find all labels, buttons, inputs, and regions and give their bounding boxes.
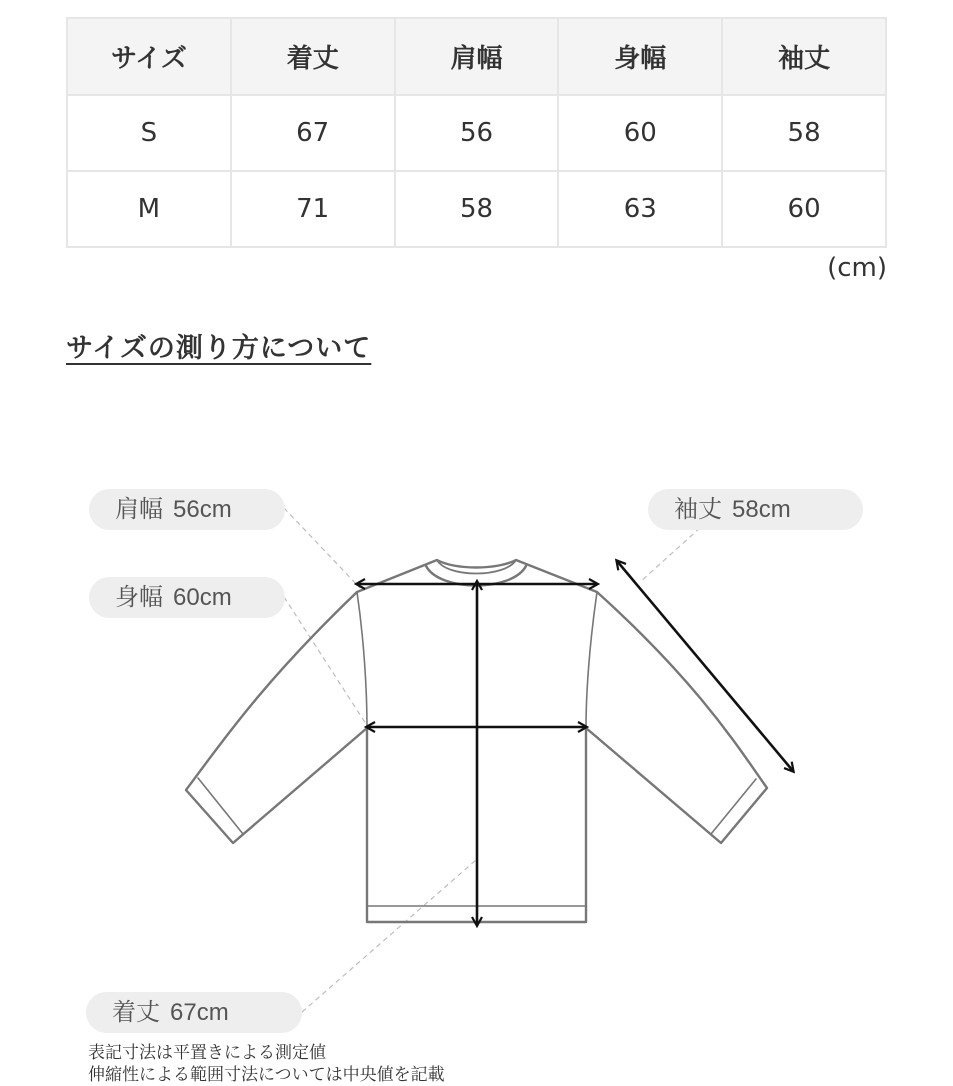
measurement-notes	[88, 1042, 445, 1086]
header-size: サイズ	[67, 18, 231, 95]
sleeve-arrow	[617, 561, 793, 771]
header-chest: 身幅	[558, 18, 722, 95]
table-row	[67, 95, 886, 171]
cell-sleeve: 58	[722, 95, 886, 171]
chest-leader	[284, 597, 368, 727]
table-header-row	[67, 18, 886, 95]
note-line: 伸縮性による範囲寸法については中央値を記載	[88, 1065, 445, 1085]
section-title: サイズの測り方について	[66, 333, 372, 364]
body-length-name: 着丈	[112, 999, 160, 1026]
length-leader	[302, 860, 476, 1012]
sleeve-length-value: 58cm	[732, 496, 791, 523]
chest-width-name: 身幅	[115, 584, 163, 611]
chest-width-value: 60cm	[173, 584, 232, 611]
body-length-label	[86, 992, 302, 1033]
unit-label: (cm)	[827, 253, 887, 283]
right-shoulder-seam	[586, 592, 597, 728]
shoulder-width-value: 56cm	[173, 496, 232, 523]
right-cuff-line	[711, 779, 756, 834]
cell-chest: 63	[558, 171, 722, 247]
shoulder-leader	[284, 508, 360, 588]
garment-diagram	[0, 470, 953, 1030]
cell-shoulder: 56	[395, 95, 559, 171]
cell-length: 67	[231, 95, 395, 171]
cell-length: 71	[231, 171, 395, 247]
shoulder-width-label	[89, 489, 285, 530]
cell-size: S	[67, 95, 231, 171]
sleeve-length-name: 袖丈	[674, 496, 722, 523]
cell-size: M	[67, 171, 231, 247]
cell-sleeve: 60	[722, 171, 886, 247]
header-length: 着丈	[231, 18, 395, 95]
table-row	[67, 171, 886, 247]
body-length-value: 67cm	[170, 999, 229, 1026]
sleeve-leader	[640, 528, 700, 582]
left-shoulder-seam	[357, 592, 367, 728]
cell-chest: 60	[558, 95, 722, 171]
shoulder-width-name: 肩幅	[115, 496, 163, 523]
note-line: 表記寸法は平置きによる測定値	[88, 1043, 326, 1063]
header-sleeve: 袖丈	[722, 18, 886, 95]
header-shoulder: 肩幅	[395, 18, 559, 95]
cell-shoulder: 58	[395, 171, 559, 247]
sleeve-length-label	[648, 489, 863, 530]
size-table	[66, 17, 887, 248]
measurement-arrows	[357, 561, 793, 925]
chest-width-label	[89, 577, 285, 618]
left-cuff-line	[198, 778, 243, 834]
